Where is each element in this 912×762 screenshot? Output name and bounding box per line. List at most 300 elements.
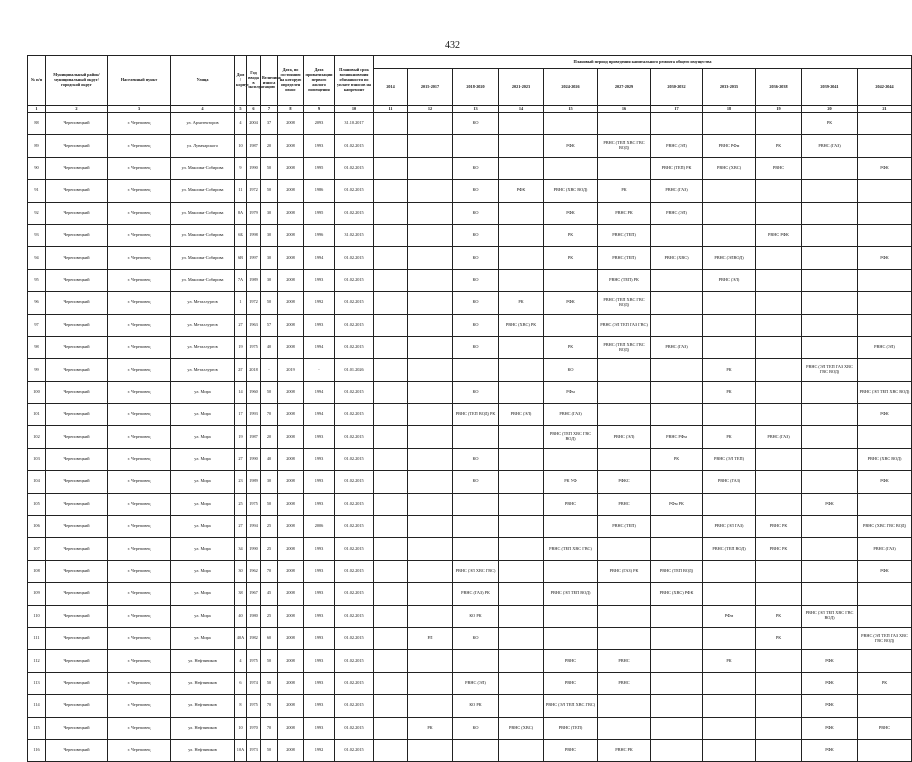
header-period: 2036-2038 [756, 69, 802, 106]
cell-period-work: РВНС (ЭЛ) [651, 135, 703, 157]
cell-period-work [408, 538, 453, 560]
cell-period-work [408, 471, 453, 493]
cell-period-work [499, 224, 544, 246]
cell-house: 40 [235, 605, 247, 627]
cell-period-work: РВНС (ТЕП) РК [651, 157, 703, 179]
header-period: 2030-2032 [651, 69, 703, 106]
cell-built-year: 1975 [247, 695, 261, 717]
table-row [28, 560, 912, 582]
cell-municipal: Череповецкий [46, 292, 108, 314]
cell-settlement: г. Череповец [108, 448, 171, 470]
cell-wear: 70 [261, 404, 278, 426]
cell-house: 14 [235, 381, 247, 403]
cell-period-work: РК [703, 359, 756, 381]
cell-row-number: 100 [28, 381, 46, 403]
cell-period-work [756, 292, 802, 314]
cell-municipal: Череповецкий [46, 717, 108, 739]
cell-built-year: 1974 [247, 672, 261, 694]
cell-period-work [499, 471, 544, 493]
cell-row-number: 114 [28, 695, 46, 717]
cell-period-work [408, 113, 453, 135]
cell-period-work: РВНС (ГАЗ) РК [598, 560, 651, 582]
cell-municipal: Череповецкий [46, 627, 108, 649]
cell-period-work [499, 448, 544, 470]
cell-date-wear: 2008 [278, 426, 304, 448]
cell-period-work: РВНС (ЭЛВОД) [703, 247, 756, 269]
cell-wear: 30 [261, 269, 278, 291]
cell-date-wear: 2008 [278, 538, 304, 560]
cell-settlement: г. Череповец [108, 672, 171, 694]
table-row [28, 672, 912, 694]
cell-privatization: 1993 [304, 471, 335, 493]
header-period: 2033-2035 [703, 69, 756, 106]
table-row [28, 224, 912, 246]
table-row [28, 448, 912, 470]
cell-period-work [499, 202, 544, 224]
cell-house: 40А [235, 627, 247, 649]
cell-house: 10 [235, 135, 247, 157]
cell-period-work [703, 717, 756, 739]
cell-street: ул. Мира [171, 583, 235, 605]
cell-wear: 50 [261, 157, 278, 179]
cell-period-work [374, 493, 408, 515]
cell-period-work [598, 605, 651, 627]
cell-deadline: 01.02.2015 [335, 560, 374, 582]
cell-settlement: г. Череповец [108, 516, 171, 538]
cell-deadline: 31.02.2015 [335, 224, 374, 246]
cell-deadline: 01.02.2015 [335, 695, 374, 717]
cell-period-work [499, 583, 544, 605]
table-row [28, 359, 912, 381]
cell-period-work [453, 135, 499, 157]
cell-period-work [499, 650, 544, 672]
table-row [28, 471, 912, 493]
cell-row-number: 98 [28, 336, 46, 358]
cell-period-work: РВНС (ТЕП ХВС ГВС ВОД) [544, 426, 598, 448]
cell-privatization: 1995 [304, 157, 335, 179]
header-privatization: Дата приватизации первого жилого помещения [304, 56, 335, 106]
cell-municipal: Череповецкий [46, 180, 108, 202]
cell-period-work [374, 404, 408, 426]
cell-period-work [756, 739, 802, 761]
cell-period-work [374, 269, 408, 291]
header-period: 2015-2017 [408, 69, 453, 106]
cell-municipal: Череповецкий [46, 157, 108, 179]
cell-date-wear: 2019 [278, 359, 304, 381]
cell-period-work: РФК [544, 202, 598, 224]
cell-period-work [703, 292, 756, 314]
cell-period-work [499, 493, 544, 515]
cell-built-year: 1962 [247, 560, 261, 582]
cell-period-work [802, 224, 858, 246]
cell-settlement: г. Череповец [108, 180, 171, 202]
cell-deadline: 01.02.2015 [335, 247, 374, 269]
cell-period-work [598, 157, 651, 179]
cell-period-work [756, 381, 802, 403]
cell-period-work [802, 448, 858, 470]
column-number: 11 [374, 106, 408, 113]
cell-settlement: г. Череповец [108, 135, 171, 157]
cell-period-work [651, 516, 703, 538]
cell-period-work [858, 292, 912, 314]
table-row [28, 180, 912, 202]
cell-house: 19 [235, 426, 247, 448]
cell-municipal: Череповецкий [46, 493, 108, 515]
cell-period-work: РФК [802, 695, 858, 717]
cell-municipal: Череповецкий [46, 224, 108, 246]
cell-period-work: РК [703, 426, 756, 448]
cell-municipal: Череповецкий [46, 269, 108, 291]
cell-deadline: 01.01.2026 [335, 359, 374, 381]
cell-period-work [598, 627, 651, 649]
cell-period-work [408, 739, 453, 761]
cell-municipal: Череповецкий [46, 560, 108, 582]
cell-period-work [499, 516, 544, 538]
cell-built-year: 1990 [247, 538, 261, 560]
column-number: 14 [499, 106, 544, 113]
column-number: 21 [858, 106, 912, 113]
cell-settlement: г. Череповец [108, 493, 171, 515]
cell-period-work: РВНС (ХВС ВОД) [544, 180, 598, 202]
cell-period-work [802, 516, 858, 538]
cell-wear: 45 [261, 583, 278, 605]
cell-period-work [651, 627, 703, 649]
cell-house: 6 [235, 672, 247, 694]
cell-period-work [802, 627, 858, 649]
column-number: 19 [756, 106, 802, 113]
header-period: 2024-2026 [544, 69, 598, 106]
cell-period-work: РВНС (ГАЗ) РК [453, 583, 499, 605]
cell-house: 11 [235, 180, 247, 202]
cell-period-work [703, 695, 756, 717]
cell-date-wear: 2008 [278, 269, 304, 291]
header-row-no: № п/п [28, 56, 46, 106]
cell-period-work: РВНС (ЭЛ ТЕП ВОД) [544, 583, 598, 605]
cell-period-work [408, 314, 453, 336]
cell-municipal: Череповецкий [46, 135, 108, 157]
cell-deadline: 01.02.2015 [335, 269, 374, 291]
cell-wear: 50 [261, 381, 278, 403]
cell-period-work: РВНС (ТЕП ВОД) РК [453, 404, 499, 426]
cell-period-work: КО [453, 247, 499, 269]
cell-period-work [802, 180, 858, 202]
cell-settlement: г. Череповец [108, 650, 171, 672]
header-street: Улица [171, 56, 235, 106]
cell-deadline: 01.02.2015 [335, 157, 374, 179]
cell-period-work: РВНС (ХВС) РК [499, 314, 544, 336]
cell-period-work [374, 202, 408, 224]
cell-period-work: РК [408, 717, 453, 739]
cell-privatization: 1993 [304, 605, 335, 627]
cell-row-number: 110 [28, 605, 46, 627]
cell-street: ул. Нефтяников [171, 672, 235, 694]
cell-date-wear: 2008 [278, 560, 304, 582]
cell-period-work [703, 224, 756, 246]
cell-period-work [703, 113, 756, 135]
cell-period-work [408, 426, 453, 448]
cell-period-work: КО [453, 448, 499, 470]
cell-built-year: 1990 [247, 448, 261, 470]
cell-privatization: 1993 [304, 493, 335, 515]
column-number: 15 [544, 106, 598, 113]
cell-deadline: 01.02.2015 [335, 202, 374, 224]
cell-period-work [408, 336, 453, 358]
cell-wear: 70 [261, 695, 278, 717]
cell-wear: 37 [261, 113, 278, 135]
cell-settlement: г. Череповец [108, 269, 171, 291]
cell-period-work [858, 314, 912, 336]
cell-municipal: Череповецкий [46, 426, 108, 448]
cell-period-work [651, 404, 703, 426]
cell-date-wear: 2008 [278, 583, 304, 605]
table-row [28, 605, 912, 627]
cell-period-work: КО [453, 180, 499, 202]
column-number: 16 [598, 106, 651, 113]
cell-row-number: 108 [28, 560, 46, 582]
cell-row-number: 97 [28, 314, 46, 336]
cell-deadline: 01.02.2015 [335, 739, 374, 761]
cell-period-work [703, 560, 756, 582]
table-row [28, 113, 912, 135]
cell-period-work: РФК [858, 157, 912, 179]
cell-period-work [651, 538, 703, 560]
cell-municipal: Череповецкий [46, 583, 108, 605]
cell-row-number: 90 [28, 157, 46, 179]
cell-period-work: РК УФ [544, 471, 598, 493]
cell-built-year: 1970 [247, 717, 261, 739]
column-number: 4 [171, 106, 235, 113]
cell-period-work [499, 247, 544, 269]
cell-row-number: 94 [28, 247, 46, 269]
cell-period-work: РФК [544, 292, 598, 314]
cell-house: 4 [235, 113, 247, 135]
cell-settlement: г. Череповец [108, 605, 171, 627]
cell-period-work: РВНС РК [756, 538, 802, 560]
cell-date-wear: 2008 [278, 739, 304, 761]
cell-house: 8А [235, 202, 247, 224]
cell-period-work [374, 336, 408, 358]
cell-period-work [703, 583, 756, 605]
table-row [28, 493, 912, 515]
cell-period-work: РФК [802, 672, 858, 694]
cell-privatization: 1993 [304, 650, 335, 672]
cell-period-work [802, 583, 858, 605]
cell-period-work: РВНС (ГАЗ) [651, 336, 703, 358]
cell-house: 25 [235, 493, 247, 515]
cell-privatization: 1993 [304, 695, 335, 717]
cell-municipal: Череповецкий [46, 471, 108, 493]
cell-period-work: КО РК [453, 605, 499, 627]
column-number: 3 [108, 106, 171, 113]
column-number: 9 [304, 106, 335, 113]
cell-period-work [499, 359, 544, 381]
cell-period-work [756, 672, 802, 694]
cell-street: ул. Максима-Собирова [171, 224, 235, 246]
cell-built-year: 1972 [247, 292, 261, 314]
cell-date-wear: 2008 [278, 135, 304, 157]
cell-street: ул. Металлургов [171, 314, 235, 336]
cell-period-work [756, 583, 802, 605]
cell-period-work [408, 269, 453, 291]
table-row [28, 292, 912, 314]
cell-house: 27 [235, 314, 247, 336]
cell-row-number: 96 [28, 292, 46, 314]
cell-period-work [453, 538, 499, 560]
cell-house: 9 [235, 157, 247, 179]
cell-period-work [802, 314, 858, 336]
cell-period-work [756, 359, 802, 381]
table-row [28, 404, 912, 426]
cell-period-work [802, 538, 858, 560]
cell-period-work [499, 381, 544, 403]
cell-period-work [408, 135, 453, 157]
cell-period-work: РФК [802, 493, 858, 515]
cell-date-wear: 2008 [278, 336, 304, 358]
cell-privatization: 1993 [304, 538, 335, 560]
cell-built-year: 1993 [247, 404, 261, 426]
cell-period-work [756, 560, 802, 582]
cell-period-work [651, 672, 703, 694]
cell-period-work: РВНС (ГАЗ) [651, 180, 703, 202]
table-row [28, 538, 912, 560]
cell-period-work [858, 650, 912, 672]
cell-street: ул. Максима-Собирова [171, 157, 235, 179]
cell-house: 8 [235, 695, 247, 717]
cell-built-year: 1979 [247, 202, 261, 224]
cell-settlement: г. Череповец [108, 314, 171, 336]
cell-period-work [453, 650, 499, 672]
cell-street: ул. Луначарского [171, 135, 235, 157]
cell-municipal: Череповецкий [46, 448, 108, 470]
cell-street: ул. Мира [171, 381, 235, 403]
cell-deadline: 31.10.2017 [335, 113, 374, 135]
column-number: 5 [235, 106, 247, 113]
cell-period-work: РВНС [544, 493, 598, 515]
cell-period-work [756, 314, 802, 336]
cell-period-work: КО [453, 627, 499, 649]
cell-house: 27 [235, 516, 247, 538]
cell-period-work [374, 538, 408, 560]
cell-period-work: РВНС [598, 493, 651, 515]
cell-date-wear: 2008 [278, 672, 304, 694]
cell-period-work [651, 471, 703, 493]
header-house: Дом / корпус [235, 56, 247, 106]
cell-built-year: 1997 [247, 247, 261, 269]
cell-street: ул. Мира [171, 538, 235, 560]
cell-wear: 50 [261, 493, 278, 515]
cell-deadline: 01.02.2015 [335, 583, 374, 605]
cell-deadline: 01.02.2015 [335, 426, 374, 448]
cell-period-work [651, 695, 703, 717]
cell-period-work: РВНС (ЭЛ) [858, 336, 912, 358]
cell-privatization: - [304, 359, 335, 381]
cell-house: 17 [235, 404, 247, 426]
cell-period-work [756, 448, 802, 470]
cell-municipal: Череповецкий [46, 605, 108, 627]
cell-street: ул. Мира [171, 404, 235, 426]
cell-period-work [858, 113, 912, 135]
cell-period-work [802, 336, 858, 358]
cell-settlement: г. Череповец [108, 247, 171, 269]
cell-period-work [374, 516, 408, 538]
cell-row-number: 104 [28, 471, 46, 493]
cell-deadline: 01.02.2015 [335, 538, 374, 560]
table-row [28, 336, 912, 358]
cell-period-work [756, 247, 802, 269]
cell-period-work [858, 180, 912, 202]
cell-period-work [802, 202, 858, 224]
cell-period-work [374, 426, 408, 448]
cell-period-work [802, 157, 858, 179]
cell-period-work [858, 695, 912, 717]
cell-built-year: 2018 [247, 359, 261, 381]
cell-period-work: РВНС (ТЕП ХВС ГВС ВОД) [598, 135, 651, 157]
cell-period-work [756, 493, 802, 515]
cell-period-work: РВНС (ЭЛ ТЕП) [703, 448, 756, 470]
cell-date-wear: 2008 [278, 717, 304, 739]
cell-deadline: 01.02.2015 [335, 627, 374, 649]
cell-period-work [408, 404, 453, 426]
cell-built-year: 1980 [247, 605, 261, 627]
cell-house: 2Г [235, 359, 247, 381]
cell-municipal: Череповецкий [46, 336, 108, 358]
cell-deadline: 01.02.2015 [335, 292, 374, 314]
cell-period-work [802, 247, 858, 269]
cell-period-work: РК [703, 381, 756, 403]
cell-period-work [858, 202, 912, 224]
cell-period-work [651, 359, 703, 381]
cell-period-work: РВНС [544, 739, 598, 761]
cell-house: 6Б [235, 224, 247, 246]
cell-period-work [453, 739, 499, 761]
cell-period-work [703, 314, 756, 336]
cell-period-work: РЛ [408, 627, 453, 649]
cell-period-work: РВНС (ЭЛ) [598, 426, 651, 448]
cell-period-work: РК [651, 448, 703, 470]
table-row [28, 717, 912, 739]
cell-period-work: РК [598, 180, 651, 202]
cell-period-work: РФК [802, 739, 858, 761]
cell-period-work [544, 560, 598, 582]
cell-wear: 20 [261, 135, 278, 157]
cell-period-work: РК [544, 336, 598, 358]
cell-period-work: РВНС РФК [756, 224, 802, 246]
cell-deadline: 01.02.2015 [335, 448, 374, 470]
cell-settlement: г. Череповец [108, 583, 171, 605]
cell-period-work: РВНС РФм [651, 426, 703, 448]
cell-settlement: г. Череповец [108, 381, 171, 403]
cell-period-work [408, 157, 453, 179]
cell-wear: 25 [261, 538, 278, 560]
cell-street: ул. Мира [171, 426, 235, 448]
table-row [28, 202, 912, 224]
column-number: 1 [28, 106, 46, 113]
cell-wear: 20 [261, 426, 278, 448]
cell-period-work: РВНС (ЭЛ ТЕП ГАЗ ХВС ГВС ВОД) [858, 627, 912, 649]
cell-row-number: 107 [28, 538, 46, 560]
cell-house: 27 [235, 448, 247, 470]
table-row [28, 314, 912, 336]
cell-period-work: РК [756, 627, 802, 649]
cell-row-number: 115 [28, 717, 46, 739]
cell-period-work: РК [544, 247, 598, 269]
cell-period-work: РФм РК [651, 493, 703, 515]
cell-wear: 25 [261, 516, 278, 538]
cell-settlement: г. Череповец [108, 157, 171, 179]
cell-period-work [544, 516, 598, 538]
cell-deadline: 01.02.2015 [335, 471, 374, 493]
cell-built-year: 1998 [247, 224, 261, 246]
